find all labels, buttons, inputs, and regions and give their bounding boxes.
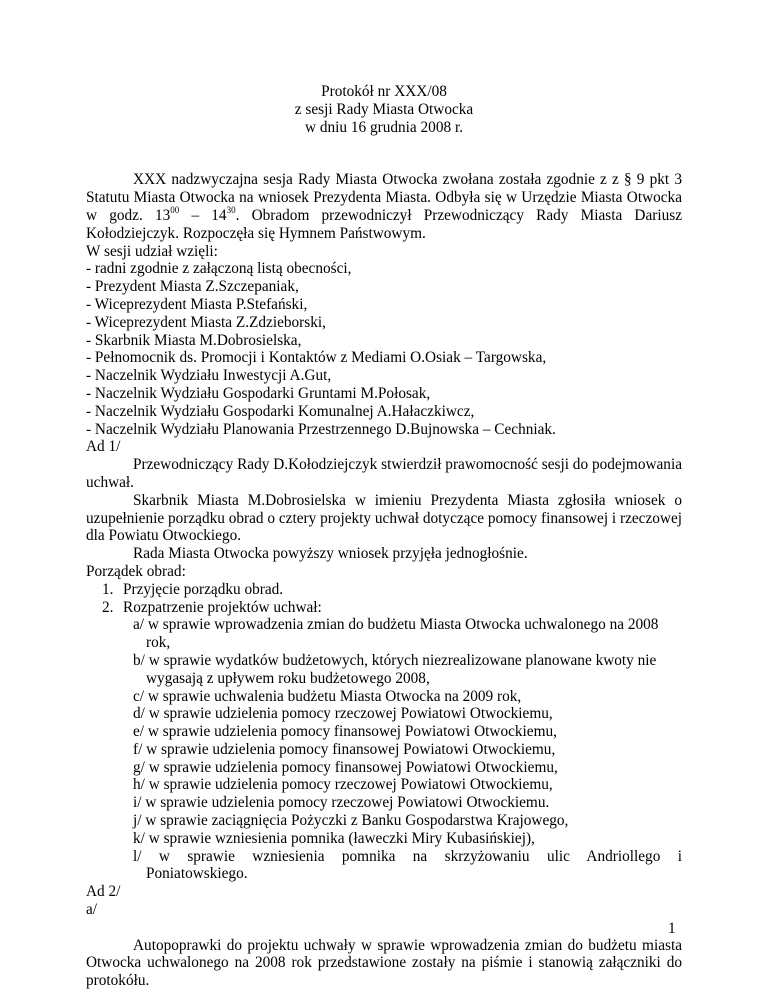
ad1-heading: Ad 1/ — [86, 438, 121, 456]
attendance-item: - Prezydent Miasta Z.Szczepaniak, — [86, 278, 299, 296]
agenda-subitem: j/ w sprawie zaciągnięcia Pożyczki z Banku Gospodarstwa Krajowego, — [133, 812, 569, 830]
attendance-item: - Naczelnik Wydziału Gospodarki Gruntami M.Połosak, — [86, 384, 431, 402]
attendance-item: - Wiceprezydent Miasta P.Stefański, — [86, 295, 308, 313]
agenda-subitem: d/ w sprawie udzielenia pomocy rzeczowej Powiatowi Otwockiemu, — [133, 705, 553, 723]
ad2-heading: Ad 2/ — [86, 883, 121, 901]
attendance-item: - Wiceprezydent Miasta Z.Zdzieborski, — [86, 313, 326, 331]
agenda-subitem: i/ w sprawie udzielenia pomocy rzeczowej Powiatowi Otwockiemu. — [133, 794, 550, 812]
agenda-subitem: a/ w sprawie wprowadzenia zmian do budżetu Miasta Otwocka uchwalonego na 2008 rok, — [133, 616, 659, 652]
intro-paragraph: XXX nadzwyczajna sesja Rady Miasta Otwocka zwołana została zgodnie z z § 9 pkt 3 Statutu Miasta Otwocka na wniosek Prezydenta Miasta. Odbyła się w Urzędzie Miasta Otwocka w godz. $13^{00} - 14^{30}$. Obradom przewodniczył Przewodniczący Rady Miasta Dariusz Kołodziejczyk. Rozpoczęła się Hymnem Państwowym. — [86, 171, 683, 242]
agenda-subitem: l/ w sprawie wzniesienia pomnika na skrzyżowaniu ulic Andriollego i Poniatowskiego. — [133, 847, 682, 883]
document-title — [86, 83, 682, 136]
attendance-item: - Naczelnik Wydziału Inwestycji A.Gut, — [86, 367, 332, 385]
agenda-subitem: f/ w sprawie udzielenia pomocy finansowej Powiatowi Otwockiemu, — [133, 740, 556, 758]
ad1-paragraph-1: Przewodniczący Rady D.Kołodziejczyk stwierdził prawomocność sesji do podejmowania uchwał. — [86, 456, 682, 491]
attendance-item: - Naczelnik Wydziału Planowania Przestrzennego D.Bujnowska – Cechniak. — [86, 420, 556, 438]
attendance-heading: W sesji udział wzięli: — [86, 242, 218, 260]
agenda-subitem: c/ w sprawie uchwalenia budżetu Miasta Otwocka na 2009 rok, — [133, 687, 522, 705]
ad1-paragraph-2: Skarbnik Miasta M.Dobrosielska w imieniu Prezydenta Miasta zgłosiła wniosek o uzupełnienie porządku obrad o cztery projekty uchwał dotyczące pomocy finansowej i rzeczowej dla Powiatu Otwockiego. — [86, 491, 682, 545]
attendance-item: - Skarbnik Miasta M.Dobrosielska, — [86, 331, 302, 349]
page-number: 1 — [668, 920, 676, 937]
agenda-subitem: g/ w sprawie udzielenia pomocy finansowej Powiatowi Otwockiemu, — [133, 758, 558, 776]
attendance-item: - Naczelnik Wydziału Gospodarki Komunalnej A.Hałaczkiwcz, — [86, 402, 475, 420]
agenda-item: 1. Przyjęcie porządku obrad. — [102, 580, 284, 598]
ad2-subheading: a/ — [86, 901, 98, 919]
agenda-subitem: k/ w sprawie wzniesienia pomnika (ławeczki Miry Kubasińskiej), — [133, 829, 535, 847]
title-line-1: Protokół nr XXX/08 — [321, 83, 447, 100]
agenda-subitem: e/ w sprawie udzielenia pomocy finansowej Powiatowi Otwockiemu, — [133, 723, 557, 741]
title-line-3: w dniu 16 grudnia 2008 r. — [304, 118, 464, 136]
title-line-2: z sesji Rady Miasta Otwocka — [294, 100, 474, 118]
agenda-subitem: b/ w sprawie wydatków budżetowych, których niezrealizowane planowane kwoty nie wygasają z upływem roku budżetowego 2008, — [133, 651, 657, 687]
attendance-item: - radni zgodnie z załączoną listą obecności, — [86, 260, 352, 278]
agenda-item: 2. Rozpatrzenie projektów uchwał: — [102, 598, 322, 616]
document-page — [86, 83, 682, 990]
ad1-paragraph-3: Rada Miasta Otwocka powyższy wniosek przyjęła jednogłośnie. — [133, 545, 528, 563]
agenda-subitem: h/ w sprawie udzielenia pomocy rzeczowej Powiatowi Otwockiemu, — [133, 776, 553, 794]
agenda-list — [86, 581, 682, 884]
attendance-item: - Pełnomocnik ds. Promocji i Kontaktów z Mediami O.Osiak – Targowska, — [86, 349, 547, 367]
attendance-list — [86, 260, 682, 438]
agenda-heading: Porządek obrad: — [86, 562, 186, 580]
ad2-paragraph: Autopoprawki do projektu uchwały w sprawie wprowadzenia zmian do budżetu miasta Otwocka uchwalonego na 2008 rok przedstawione zostały na piśmie i stanowią załączniki do protokółu. — [86, 936, 682, 990]
